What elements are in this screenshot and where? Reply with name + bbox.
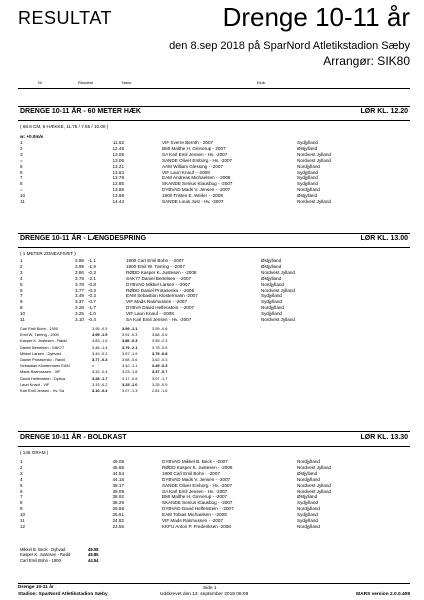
club-name: Sydjylland: [261, 299, 282, 305]
attempt-value: 3.46 -1.4: [92, 344, 108, 350]
result-value: 3.78: [75, 281, 84, 287]
athlete-name: RØDD Kasper K. Justesen - -2008: [126, 269, 197, 275]
footer-rule: [18, 583, 410, 584]
placement: 9: [20, 305, 23, 311]
club-name: Østjylland: [297, 145, 318, 151]
placement: =: [20, 157, 23, 163]
athlete-name: 1900 Emil W. Tørring - -2007: [126, 263, 185, 269]
attempt-value: 3.68 -0.6: [122, 357, 138, 363]
wind-value: -0.3: [88, 293, 96, 299]
result-value: 38.29: [112, 500, 124, 506]
athlete-name: VIF Mads Rasmussen - -2007: [162, 518, 224, 524]
placement: 8: [20, 181, 23, 187]
result-value: 3.99: [75, 258, 84, 263]
athlete-name: DYBVAD David Helfenstein - -2007: [162, 506, 234, 512]
placement: 11: [20, 317, 25, 323]
placement: 7: [20, 494, 23, 500]
attempt-value: 3.99 -1.1: [122, 326, 138, 331]
club-name: Østjylland: [297, 494, 318, 500]
summary-athlete: Carl Emil Bohn - 1900: [20, 557, 61, 563]
placement: 3: [20, 470, 23, 476]
attempt-value: 3.28 -1.7: [92, 375, 108, 381]
result-value: 3.99: [75, 263, 84, 269]
result-value: 44.18: [112, 476, 124, 482]
club-name: Sydjylland: [261, 311, 282, 317]
event2-title: DRENGE 10-11 ÅR - LÆNGDESPRING: [20, 235, 147, 242]
athlete-name: BMI Malthe H. Ginnerup - -2007: [162, 494, 228, 500]
result-value: 3.77: [75, 287, 84, 293]
summary-value: 49.08: [88, 547, 99, 552]
club-name: Nordvest Jylland: [261, 287, 295, 293]
wind-value: -2.1: [88, 275, 96, 281]
result-value: 13.06: [112, 157, 124, 163]
attempt-value: 3.25 -0.9: [152, 381, 168, 387]
club-name: Østjylland: [261, 258, 282, 263]
event1-spec: ( 68.6 CM, 6 HÆKKE, 11.75 / 7.65 / 10.00 ): [20, 124, 109, 129]
club-name: Nordvest Jylland: [261, 269, 295, 275]
athlete-name: SKANDE Senius Klausbug - -2007: [162, 181, 233, 187]
placement: 10: [20, 311, 26, 317]
event1-wind: w: +0.0m/s: [20, 134, 44, 139]
placement: 5: [20, 281, 23, 287]
attempt-value: 3.42 -1.1: [122, 363, 138, 369]
athlete-name: SANDE Oliver Emborg - Hv. -2007: [162, 482, 233, 488]
club-name: Sydjylland: [297, 140, 318, 145]
event3-spec: ( 145 GRAM ): [20, 450, 49, 455]
wind-value: -0.4: [88, 317, 96, 323]
spacer: [124, 524, 162, 530]
result-row: [20, 524, 377, 530]
athlete-name: VIF Mads Rasmussen - -2007: [126, 299, 188, 305]
club-name: Østjylland: [261, 263, 282, 269]
event2-attempts-table: [20, 326, 182, 394]
attempt-value: 3.17 -0.6: [122, 375, 138, 381]
col-header-club: Klub: [257, 80, 266, 85]
attempt-value: 3.49 -0.3: [92, 350, 108, 356]
athlete-name: VIF Lauri Knauf - -2008: [126, 311, 174, 317]
event1-title: DRENGE 10-11 ÅR - 60 METER HÆK: [20, 108, 141, 115]
attempt-value: 3.99 -1.9: [92, 332, 108, 338]
result-value: 29.56: [112, 506, 124, 512]
attempt-value: 3.10 -0.4: [92, 388, 108, 394]
attempt-value: 2.81 -1.6: [152, 388, 168, 394]
athlete-name: SA Karl Emil Jensen - Hv. -2007: [162, 151, 228, 157]
club-name: Nordvest Jylland: [297, 482, 331, 488]
attempt-value: 3.07 -1.3: [122, 388, 138, 394]
athlete-name: DYBVAD Mads V. Jensen - -2007: [162, 476, 231, 482]
result-value: 13.63: [112, 169, 124, 175]
result-value: 13.85: [112, 187, 124, 193]
club-name: Nordjylland: [297, 459, 320, 464]
venue-date-line: den 8.sep 2018 på SparNord Atletikstadion Sæby: [169, 40, 410, 52]
attempt-value: 3.86 -0.3: [122, 338, 138, 344]
attempt-value: 3.78 -0.8: [152, 350, 168, 356]
attempt-row: [20, 369, 182, 375]
attempt-value: 3.95 -0.5: [92, 326, 108, 331]
athlete-name: SANDE Louis Just - Hv. -2007: [162, 199, 224, 205]
placement: 8: [20, 299, 23, 305]
club-name: Østjylland: [297, 193, 318, 199]
athlete-name: 1900 Carl Emil Bohn - -2007: [126, 258, 184, 263]
attempt-row: [20, 376, 182, 382]
attempt-athlete: Mikkel Larsen - Dybvad: [20, 350, 61, 356]
athlete-name: RØDD Kasper K. Justesen - -2008: [162, 464, 233, 470]
placement: =: [20, 187, 23, 193]
club-name: Sydjylland: [297, 169, 318, 175]
athlete-name: SANDE Oliver Emborg - Hv. -2007: [162, 157, 233, 163]
club-name: Sydjylland: [297, 512, 318, 518]
wind-value: -1.1: [88, 258, 96, 263]
wind-value: -0.3: [88, 269, 96, 275]
attempt-athlete: Sebastian Klostermann EAM: [20, 363, 70, 369]
attempt-value: 3.59 -0.6: [152, 326, 168, 331]
result-value: 13.98: [112, 193, 124, 199]
footer-printed: Udskrevet den 13. september 2018 06:09: [160, 592, 249, 597]
club-name: Nordjylland: [297, 187, 320, 193]
athlete-name: 1900 Tristen E. Weiler - -2008: [162, 193, 223, 199]
attempt-value: 3.79 -2.1: [122, 344, 138, 350]
attempt-athlete: Daniel Bertelsen - SAK77: [20, 344, 65, 350]
wind-value: -0.7: [88, 299, 96, 305]
athlete-name: SKANDE Senius Klausbug - -2007: [162, 500, 233, 506]
placement: 9: [20, 506, 23, 512]
placement: 5: [20, 163, 23, 169]
footer-category: Drenge 10-11 år: [18, 585, 54, 590]
athlete-name: RØDD Daniel Protasenko - -2008: [126, 287, 195, 293]
result-value: 13.85: [112, 181, 124, 187]
athlete-name: DYBVAD Mikkel Larsen - -2007: [126, 281, 190, 287]
attempt-value: 3.83 -1.5: [92, 338, 108, 344]
result-value: 13.21: [112, 163, 124, 169]
placement: 1: [20, 459, 23, 464]
club-name: Nordjylland: [297, 523, 320, 529]
placement: 3: [20, 151, 23, 157]
club-name: Nordvest Jylland: [297, 151, 331, 157]
wind-value: -1.7: [88, 305, 96, 311]
athlete-name: BMI Malthe H. Ginnerup - 2007: [162, 145, 226, 151]
athlete-name: DYBVA David Helfenstein - -2007: [126, 305, 195, 311]
result-value: 45.85: [112, 464, 124, 470]
placement: 4: [20, 275, 23, 281]
result-value: 49.08: [112, 459, 124, 464]
wind-value: -0.8: [88, 281, 96, 287]
col-header-result: Resultat: [78, 80, 93, 85]
athlete-name: EAM Tobias Michaelsen - -2008: [162, 512, 227, 518]
result-value: 13.79: [112, 175, 124, 181]
club-name: Nordvest Jylland: [261, 317, 295, 323]
club-name: Sydjylland: [297, 500, 318, 506]
athlete-name: SAK77 Daniel Bertelsen - -2007: [126, 275, 192, 281]
placement: 7: [20, 293, 23, 299]
club-name: Nordjylland: [297, 163, 320, 169]
attempt-value: 3.32 -0.4: [92, 369, 108, 375]
event3-summary-table: [20, 547, 108, 563]
athlete-name: DYBVAD Mads V. Jensen - -2007: [162, 187, 231, 193]
result-heading: RESULTAT: [18, 8, 113, 28]
summary-athlete: Kasper K. Justesen - Rødd: [20, 552, 71, 558]
footer-page: Side 1: [203, 586, 217, 591]
summary-value: 44.54: [88, 557, 99, 563]
event2-spec: ( 1 METER ZONEAFSÆT ): [20, 251, 76, 256]
club-name: Nordjylland: [261, 281, 284, 287]
attempt-value: 3.49 -0.3: [152, 363, 168, 369]
result-value: 11.62: [112, 140, 124, 145]
placement: 12: [20, 523, 26, 529]
attempt-athlete: Lauri Knauf - VIF: [20, 381, 50, 387]
club-name: Nordjylland: [261, 305, 284, 311]
athlete-name: EAM Andreas Michaelsen - -2008: [162, 175, 231, 181]
placement: 2: [20, 263, 23, 269]
event3-time: LØR KL. 13.30: [360, 434, 408, 441]
result-value: 3.79: [75, 275, 84, 281]
result-value: 3.25: [75, 311, 84, 317]
placement: 1: [20, 140, 23, 145]
attempt-value: 3.68 -0.6: [152, 332, 168, 338]
summary-athlete: Mikkel B. Beck - Dybvad: [20, 547, 66, 552]
event3-results-table: [20, 459, 377, 530]
club-name: Nordvest Jylland: [297, 157, 331, 163]
athlete-name: EAM Sebastian Klostermann -2007: [126, 293, 198, 299]
wind-value: -1.9: [88, 263, 96, 269]
attempt-athlete: Karl Emil Jensen - Hv. Sa: [20, 388, 65, 394]
placement: 8: [20, 500, 23, 506]
col-header-nr: Nr: [38, 80, 43, 85]
club-name: Sydjylland: [261, 293, 282, 299]
club-name: Nordjylland: [297, 506, 320, 512]
placement: 6: [20, 287, 23, 293]
attempt-value: 3.25 -1.0: [122, 381, 138, 387]
event2-bottom-rule: [18, 247, 410, 248]
event2-results-table: [20, 258, 341, 323]
placement: 2: [20, 145, 23, 151]
event3-top-rule: [18, 431, 410, 432]
athlete-name: 1900 Carl Emil Bohn - -2007: [162, 470, 220, 476]
header-divider: [18, 88, 410, 89]
result-value: 3.10: [75, 317, 84, 323]
result-value: 13.06: [112, 151, 124, 157]
footer-stadium: Stadion: SparNord Atletikstadion Sæby: [18, 592, 108, 597]
event1-time: LØR KL. 12.20: [360, 108, 408, 115]
attempt-row: [20, 338, 182, 344]
athlete-name: DYBVAD Mikkel B. Beck - -2007: [162, 459, 228, 464]
event1-bottom-rule: [18, 120, 410, 121]
footer-version: MARS version 2.0.0.408: [356, 592, 410, 597]
attempt-value: 3.37 -0.7: [152, 369, 168, 375]
club-name: Sydjylland: [297, 518, 318, 524]
athlete-name: VIF Lauri Knauf - -2008: [162, 169, 210, 175]
attempt-athlete: Mads Rasmussen - VIF: [20, 369, 61, 375]
col-header-name: Navn: [122, 80, 132, 85]
attempt-value: x: [92, 363, 94, 369]
attempt-athlete: Kasper K. Justesen - Rødd: [20, 338, 67, 344]
attempt-athlete: Emil W. Tørring - 1900: [20, 332, 59, 338]
attempt-athlete: Daniel Protasenko - Rødd: [20, 357, 65, 363]
attempt-value: 3.78 -0.5: [152, 344, 168, 350]
result-value: 23.55: [112, 523, 124, 529]
event1-top-rule: [18, 106, 410, 107]
placement: 11: [20, 199, 25, 205]
placement: 3: [20, 269, 23, 275]
result-value: 3.49: [75, 293, 84, 299]
attempt-value: 3.07 -1.7: [152, 375, 168, 381]
summary-row: [20, 558, 108, 563]
athlete-name: SA Karl Emil Jensen - Hv. -2007: [162, 488, 228, 494]
attempt-value: 3.15 -0.2: [92, 381, 108, 387]
spacer: [124, 199, 162, 205]
attempt-row: [20, 345, 182, 351]
result-value: 3.28: [75, 305, 84, 311]
wind-value: -0.3: [88, 287, 96, 293]
event1-results-table: [20, 140, 377, 205]
attempt-row: [20, 388, 182, 394]
club-name: Sydjylland: [297, 175, 318, 181]
attempt-value: 3.77 -0.3: [92, 357, 108, 363]
result-value: 39.17: [112, 482, 124, 488]
placement: 6: [20, 169, 23, 175]
attempt-athlete: David Helfenstein - Dybva: [20, 375, 65, 381]
event2-time: LØR KL. 13.00: [360, 235, 408, 242]
event3-bottom-rule: [18, 446, 410, 447]
placement: 10: [20, 193, 26, 199]
athlete-name: AAM William Glessing - -2007: [162, 163, 224, 169]
summary-value: 45.85: [88, 552, 99, 558]
result-value: 38.92: [112, 494, 124, 500]
attempt-value: 3.91 -0.3: [122, 332, 138, 338]
event2-top-rule: [18, 233, 410, 234]
organizer-line: Arrangør: SIK80: [323, 54, 410, 68]
result-value: 25.61: [112, 512, 124, 518]
attempt-value: 3.57 -1.9: [122, 350, 138, 356]
result-row: [20, 199, 377, 205]
result-value: 12.48: [112, 145, 124, 151]
club-name: Nordvest Jylland: [297, 464, 331, 470]
placement: 6: [20, 488, 23, 494]
club-name: Nordvest Jylland: [297, 199, 331, 205]
event3-title: DRENGE 10-11 ÅR - BOLDKAST: [20, 434, 127, 441]
athlete-name: VIF Sverre Bernth - 2007: [162, 140, 214, 145]
result-value: 14.44: [112, 199, 124, 205]
athlete-name: KKFU Anton P. Frederiksen -2008: [162, 523, 231, 529]
attempt-value: 3.55 -2.3: [152, 338, 168, 344]
result-value: 24.82: [112, 518, 124, 524]
result-value: 44.54: [112, 470, 124, 476]
attempt-athlete: Carl Emil Bohn - 1900: [20, 326, 59, 331]
placement: 2: [20, 464, 23, 470]
attempt-value: 3.23 -1.8: [122, 369, 138, 375]
club-name: Sydjylland: [297, 181, 318, 187]
placement: 10: [20, 512, 26, 518]
result-row: [20, 317, 341, 323]
attempt-value: 3.62 -0.3: [152, 357, 168, 363]
result-value: 39.09: [112, 488, 124, 494]
placement: 7: [20, 175, 23, 181]
club-name: Østjylland: [297, 470, 318, 476]
wind-value: -1.0: [88, 311, 96, 317]
category-title: Drenge 10-11 år: [222, 2, 410, 32]
placement: 11: [20, 518, 25, 524]
placement: 4: [20, 476, 23, 482]
result-value: 3.37: [75, 299, 84, 305]
athlete-name: SA Karl Emil Jensen - Hv. -2007: [126, 317, 192, 323]
club-name: Nordvest Jylland: [297, 488, 331, 494]
placement: 1: [20, 258, 23, 263]
club-name: Østjylland: [261, 275, 282, 281]
result-value: 3.86: [75, 269, 84, 275]
placement: 5: [20, 482, 23, 488]
club-name: Nordjylland: [297, 476, 320, 482]
